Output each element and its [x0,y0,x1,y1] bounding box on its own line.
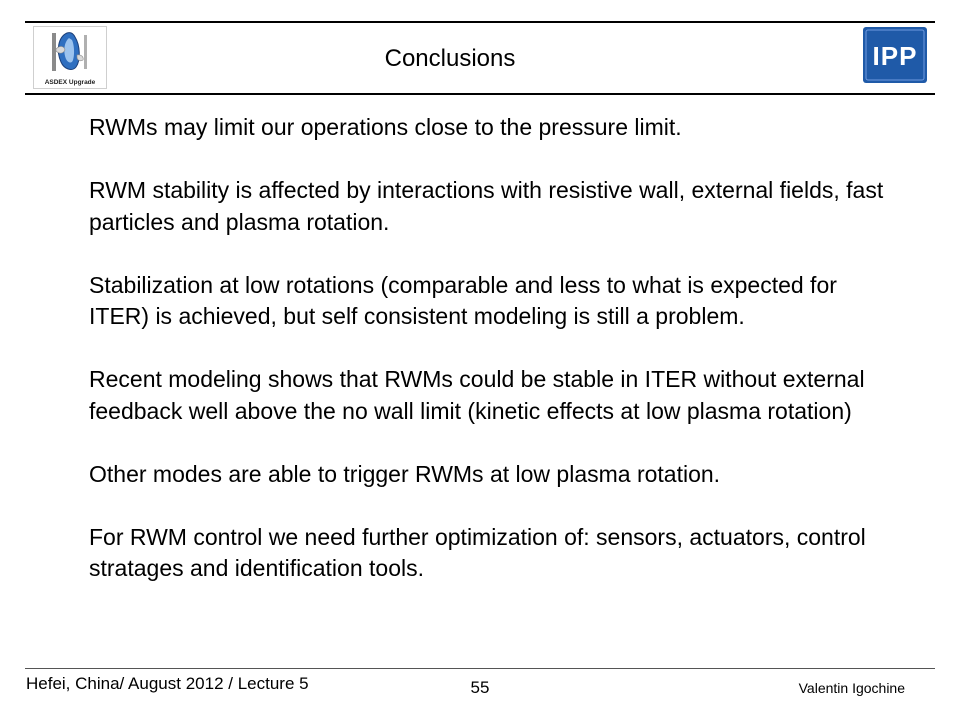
footer-event: Hefei, China/ August 2012 / Lecture 5 [26,674,309,693]
page-number: 55 [470,678,490,697]
header-bottom-rule [25,93,935,95]
ipp-logo-text: IPP [872,41,918,71]
conclusions-body [89,112,899,585]
conclusion-paragraph: Stabilization at low rotations (comparable and less to what is expected for ITER) is achieved, but self consistent modeling is still a problem. [89,271,837,329]
conclusion-paragraph: Other modes are able to trigger RWMs at low plasma rotation. [89,460,721,487]
conclusion-paragraph: RWM stability is affected by interactions with resistive wall, external fields, fast particles and plasma rotation. [89,177,884,235]
header-top-rule [25,21,935,23]
ipp-logo-icon [863,27,927,83]
footer-rule [25,668,935,669]
footer-author: Valentin Igochine [798,680,905,696]
ipp-logo [863,27,927,83]
page-title: Conclusions [384,45,516,72]
conclusion-paragraph: RWMs may limit our operations close to the pressure limit. [89,114,682,140]
conclusion-paragraph: For RWM control we need further optimization of: sensors, actuators, control stratages and identification tools. [89,523,866,581]
asdex-logo-caption: ASDEX Upgrade [44,79,96,86]
conclusion-paragraph: Recent modeling shows that RWMs could be stable in ITER without external feedback well above the no wall limit (kinetic effects at low plasma rotation) [89,366,865,424]
